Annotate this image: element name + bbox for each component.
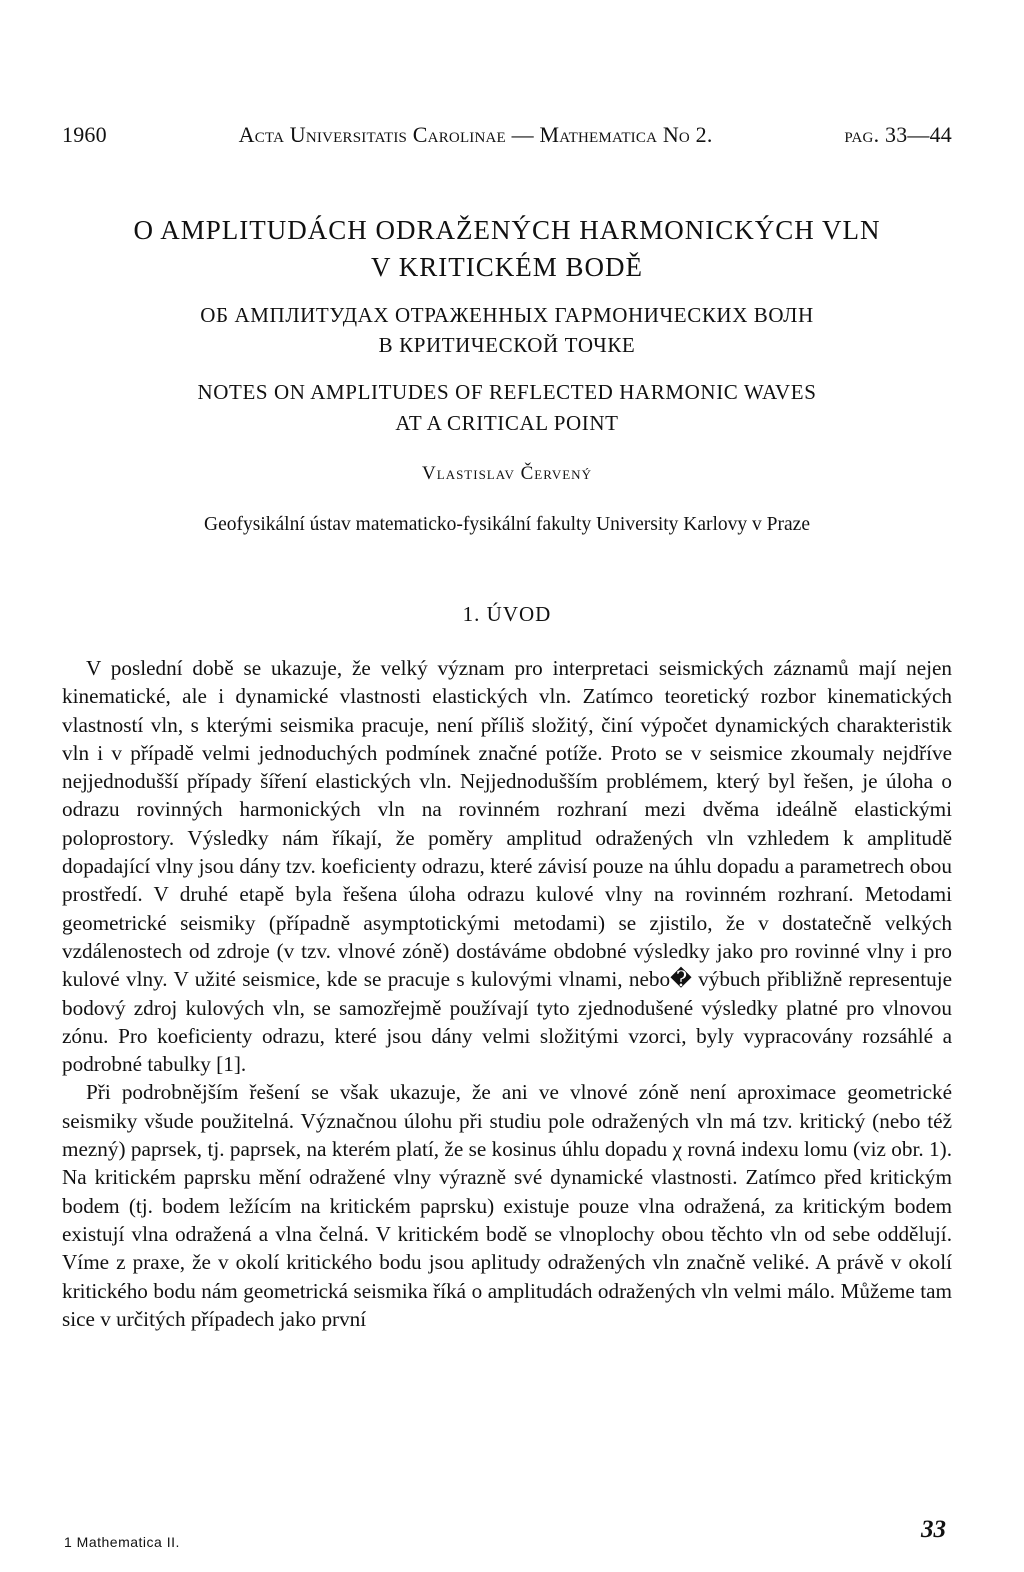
paper-page — [62, 0, 952, 1572]
title-czech-line1: O AMPLITUDÁCH ODRAŽENÝCH HARMONICKÝCH VLN — [133, 215, 881, 245]
title-russian-line2: В КРИТИЧЕСКОЙ ТОЧКЕ — [378, 333, 636, 357]
header-pages: pag. 33—44 — [844, 122, 952, 147]
title-english-line2: AT A CRITICAL POINT — [395, 411, 619, 435]
header-year: 1960 — [62, 122, 107, 147]
title-czech-line2: V KRITICKÉM BODĚ — [371, 252, 643, 282]
paragraph-2: Při podrobnějším řešení se však ukazuje, že ani ve vlnové zóně není aproximace geometrické seismiky všude použitelná. Význačnou úlohu při studiu pole odražených vln má tzv. kritický (nebo též mezný) paprsek, tj. paprsek, na kterém platí, že se kosinus úhlu dopadu χ rovná indexu lomu (viz obr. 1). Na kritickém paprsku mění odražené vlny výrazně své dynamické vlastnosti. Zatímco před kritickým bodem (tj. bodem ležícím na kritickém paprsku) existuje pouze vlna odražená, za kritickým bodem existují vlna odražená a vlna čelná. V kritickém bodě se vlnoplochy obou těchto vln od sebe oddělují. Víme z praxe, že v okolí kritického bodu jsou aplitudy odražených vln značně veliké. A právě v okolí kritického bodu nám geometrická seismika říká o amplitudách odražených vln velmi málo. Můžeme tam sice v určitých případech jako první — [62, 1080, 952, 1331]
title-english — [62, 377, 952, 439]
section-heading: 1. ÚVOD — [462, 602, 552, 626]
title-russian — [62, 300, 952, 360]
body-text — [62, 654, 952, 1333]
paragraph-1: V poslední době se ukazuje, že velký význam pro interpretaci seismických záznamů mají nejen kinematické, ale i dynamické vlastnosti elastických vln. Zatímco teoretický rozbor kinematických vlastností vln, s kterými seismika pracuje, není příliš složitý, činí výpočet dynamických charakteristik vln i v případě velmi jednoduchých podmínek značné potíže. Proto se v seismice zkoumaly nejdříve nejjednodušší případy šíření elastických vln. Nejjednodušším problémem, který byl řešen, je úloha o odrazu rovinných harmonických vln na rovinném rozhraní mezi dvěma ideálně elastickými poloprostory. Výsledky nám říkají, že poměry amplitud odražených vln vzhledem k amplitudě dopadající vlny jsou dány tzv. koeficienty odrazu, které závisí pouze na úhlu dopadu a parametrech obou prostředí. V druhé etapě byla řešena úloha odrazu kulové vlny na rovinném rozhraní. Metodami geometrické seismiky (případně asymptotickými metodami) se zjistilo, že v dostatečně velkých vzdálenostech od zdroje (v tzv. vlnové zóně) dostáváme obdobné výsledky jako pro rovinné vlny i pro kulové vlny. V užité seismice, kde se pracuje s kulovými vlnami, nebo� výbuch přibližně representuje bodový zdroj kulových vln, se samozřejmě používají tyto zjednodušené výsledky platné pro vlnovou zónu. Pro koeficienty odrazu, které jsou dány velmi složitými vzorci, byly vypracovány rozsáhlé a podrobné tabulky [1]. — [62, 656, 952, 1077]
author-name: Vlastislav Červený — [422, 463, 592, 484]
title-czech — [62, 212, 952, 286]
title-russian-line1: ОБ АМПЛИТУДАХ ОТРАЖЕННЫХ ГАРМОНИЧЕСКИХ ВОЛН — [200, 303, 814, 327]
page-number: 33 — [921, 1516, 946, 1543]
title-english-line1: NOTES ON AMPLITUDES OF REFLECTED HARMONIC WAVES — [197, 380, 817, 404]
running-header — [62, 122, 952, 148]
author-affiliation: Geofysikální ústav matematicko-fysikální fakulty University Karlovy v Praze — [204, 514, 810, 535]
footnote-signature: 1 Mathematica II. — [64, 1534, 180, 1550]
header-journal: Acta Universitatis Carolinae — Mathematica No 2. — [238, 122, 713, 147]
